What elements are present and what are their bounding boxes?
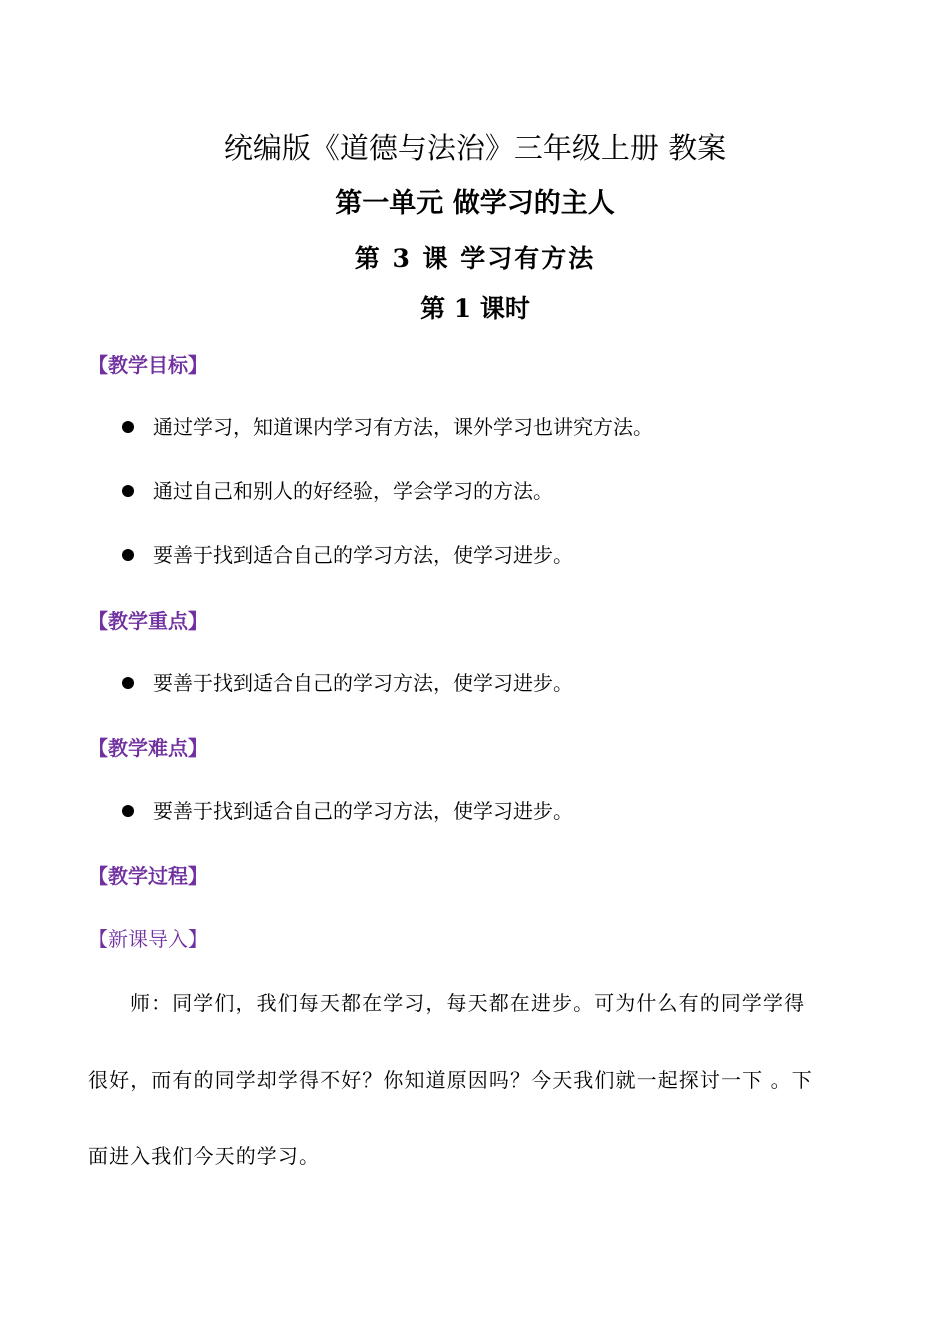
list-item-text: 要善于找到适合自己的学习方法，使学习进步。 (153, 799, 573, 823)
difficulties-heading: 【教学难点】 (88, 736, 208, 760)
bullet-icon (122, 485, 134, 497)
list-item-text: 要善于找到适合自己的学习方法，使学习进步。 (153, 671, 573, 695)
lesson-title: 第 3 课 学习有方法 (354, 244, 596, 273)
list-item-text: 通过学习，知道课内学习有方法，课外学习也讲究方法。 (153, 415, 653, 439)
intro-heading: 【新课导入】 (88, 927, 208, 951)
document-title: 统编版《道德与法治》三年级上册 教案 (223, 131, 727, 165)
process-heading: 【教学过程】 (88, 864, 208, 888)
unit-title: 第一单元 做学习的主人 (335, 188, 615, 219)
intro-paragraph-line-2: 很好，而有的同学却学得不好？你知道原因吗？今天我们就一起探讨一下 。下 (88, 1068, 813, 1092)
bullet-icon (122, 549, 134, 561)
bullet-icon (122, 677, 134, 689)
objectives-heading: 【教学目标】 (88, 353, 208, 377)
bullet-icon (122, 421, 134, 433)
period-title: 第 1 课时 (420, 294, 530, 323)
list-item-text: 要善于找到适合自己的学习方法，使学习进步。 (153, 543, 573, 567)
intro-paragraph-line-3: 面进入我们今天的学习。 (88, 1144, 321, 1168)
list-item-text: 通过自己和别人的好经验，学会学习的方法。 (153, 479, 553, 503)
bullet-icon (122, 805, 134, 817)
key-points-heading: 【教学重点】 (88, 609, 208, 633)
intro-paragraph-line-1: 师：同学们，我们每天都在学习，每天都在进步。可为什么有的同学学得 (130, 991, 806, 1015)
